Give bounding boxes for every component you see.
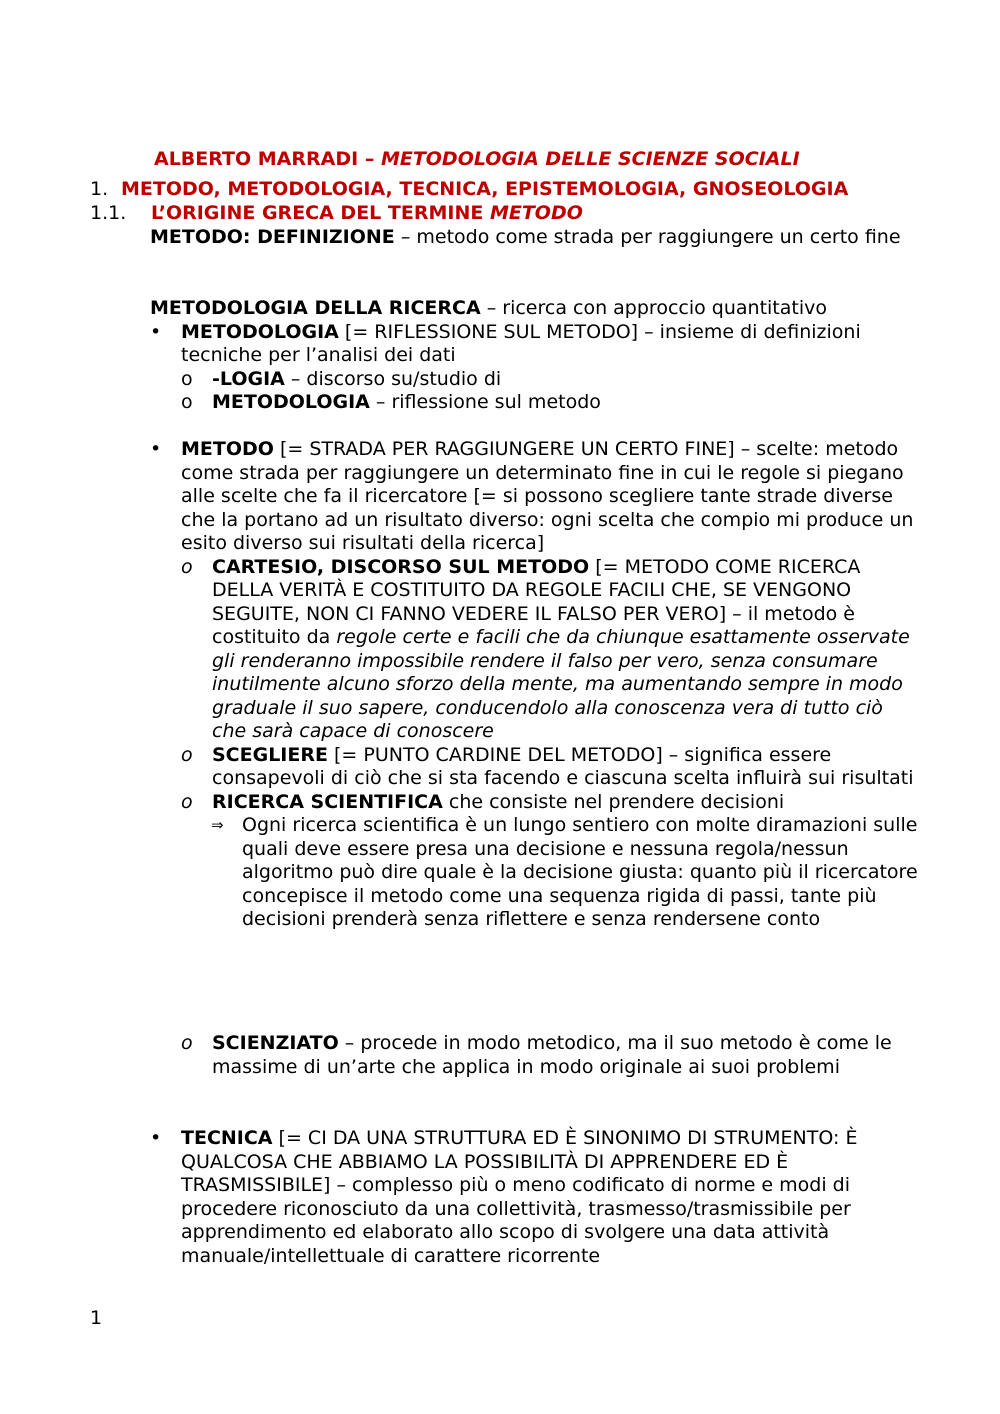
bullet-tecnica-text: [= CI DA UNA STRUTTURA ED È SINONIMO DI STRUMENTO: È QUALCOSA CHE ABBIAMO LA POSSIBILITÀ DI APPRENDERE ED È TRASMISSIBILE] – complesso più o meno codificato di norme e modi di procedere riconosciuto da una collettività, trasmesso/trasmissibile per apprendimento ed elaborato allo scopo di svolgere una data attività manuale/intellettuale di carattere ricorrente xyxy=(181,1127,858,1267)
sub-metodologia-text: – riflessione sul metodo xyxy=(369,391,601,413)
heading-2-number: 1.1. xyxy=(90,202,127,224)
arrow-item-text: Ogni ricerca scientifica è un lungo sentiero con molte diramazioni sulle quali deve essere presa una decisione e nessuna regola/nessun algoritmo può dire quale è la decisione giusta: quanto più il ricercatore concepisce il metodo come una sequenza rigida di passi, tante più decisioni prenderà senza riflettere e senza rendersene conto xyxy=(242,814,918,930)
sub-metodologia-term: METODOLOGIA xyxy=(212,391,370,413)
cartesio-text: [= METODO COME RICERCA DELLA VERITÀ E COSTITUITO DA REGOLE FACILI CHE, SE VENGONO SEGUITE, NON CI FANNO VEDERE IL FALSO PER VERO] – il metodo è costituito da xyxy=(212,555,861,648)
sub-scienziato xyxy=(181,1032,920,1079)
heading-1-number: 1. xyxy=(90,178,109,200)
definizione-term: METODO: DEFINIZIONE xyxy=(150,226,395,248)
bullet-metodologia-term: METODOLOGIA xyxy=(181,320,339,343)
heading-2-italic: METODO xyxy=(489,202,583,224)
circle-marker: o xyxy=(181,1032,193,1054)
bullet-marker: • xyxy=(150,320,162,343)
bullet-metodologia-text: [= RIFLESSIONE SUL METODO] – insieme di definizioni tecniche per l’analisi dei dati xyxy=(181,320,861,366)
definizione-text: – metodo come strada per raggiungere un certo fine xyxy=(394,226,901,248)
scegliere-term: SCEGLIERE xyxy=(212,743,328,766)
scienziato-section xyxy=(150,1032,920,1079)
book-title: METODOLOGIA DELLE SCIENZE SOCIALI xyxy=(380,148,800,170)
ricerca-term: RICERCA SCIENTIFICA xyxy=(212,790,443,813)
bullet-metodo xyxy=(150,438,920,556)
sub-logia xyxy=(181,368,920,392)
metodologia-ricerca-paragraph xyxy=(150,297,920,321)
bullet-tecnica-term: TECNICA xyxy=(181,1127,273,1149)
circle-marker: o xyxy=(181,367,193,390)
scienziato-term: SCIENZIATO xyxy=(212,1032,339,1054)
heading-2-text: L’ORIGINE GRECA DEL TERMINE xyxy=(151,202,490,224)
circle-marker: o xyxy=(181,790,193,813)
metodo-section xyxy=(150,438,920,932)
ricerca-text: che consiste nel prendere decisioni xyxy=(442,790,785,813)
metodologia-ricerca-section xyxy=(150,297,920,415)
bullet-metodologia xyxy=(150,321,920,368)
scienziato-text: – procede in modo metodico, ma il suo metodo è come le massime di un’arte che applica in modo originale ai suoi problemi xyxy=(212,1032,892,1078)
sub-cartesio xyxy=(181,556,920,744)
circle-marker: o xyxy=(181,743,193,766)
sub-ricerca-scientifica xyxy=(181,791,920,815)
metodologia-ricerca-text: – ricerca con approccio quantitativo xyxy=(480,297,827,319)
arrow-item xyxy=(211,814,920,932)
sub-scegliere xyxy=(181,744,920,791)
cartesio-term: CARTESIO, DISCORSO SUL METODO xyxy=(212,555,590,578)
sub-logia-text: – discorso su/studio di xyxy=(284,367,502,390)
bullet-tecnica xyxy=(150,1127,920,1268)
metodologia-ricerca-term: METODOLOGIA DELLA RICERCA xyxy=(150,297,481,319)
heading-1 xyxy=(90,178,848,202)
bullet-marker: • xyxy=(150,1127,162,1149)
sub-logia-term: -LOGIA xyxy=(212,367,285,390)
scegliere-text: [= PUNTO CARDINE DEL METODO] – significa essere consapevoli di ciò che si sta facendo e ciascuna scelta influirà sui risultati xyxy=(212,743,914,789)
document-title xyxy=(154,148,800,172)
tecnica-section xyxy=(150,1127,920,1268)
arrow-icon: ⇒ xyxy=(211,816,224,834)
heading-2 xyxy=(90,202,583,226)
circle-marker: o xyxy=(181,555,193,578)
bullet-marker: • xyxy=(150,438,162,460)
cartesio-quote: regole certe e facili che da chiunque esattamente osservate gli renderanno impossibile rendere il falso per vero, senza consumare inutilmente alcuno sforzo della mente, ma aumentando sempre in modo graduale il suo sapere, conducendolo alla conoscenza vera di tutto ciò che sarà capace di conoscere xyxy=(212,626,910,742)
heading-1-text: METODO, METODOLOGIA, TECNICA, EPISTEMOLOGIA, GNOSEOLOGIA xyxy=(121,178,849,200)
circle-marker: o xyxy=(181,391,193,413)
bullet-metodo-text: [= STRADA PER RAGGIUNGERE UN CERTO FINE] – scelte: metodo come strada per raggiungere un determinato fine in cui le regole si piegano alle scelte che fa il ricercatore [= si possono scegliere tante strade diverse che la portano ad un risultato diverso: ogni scelta che compio mi produce un esito diverso sui risultati della ricerca] xyxy=(181,438,914,554)
title-dash: – xyxy=(358,148,381,170)
page-number: 1 xyxy=(90,1307,103,1329)
sub-metodologia xyxy=(181,391,920,415)
author-name: ALBERTO MARRADI xyxy=(154,148,359,170)
bullet-metodo-term: METODO xyxy=(181,438,274,460)
definizione-paragraph xyxy=(150,226,920,250)
